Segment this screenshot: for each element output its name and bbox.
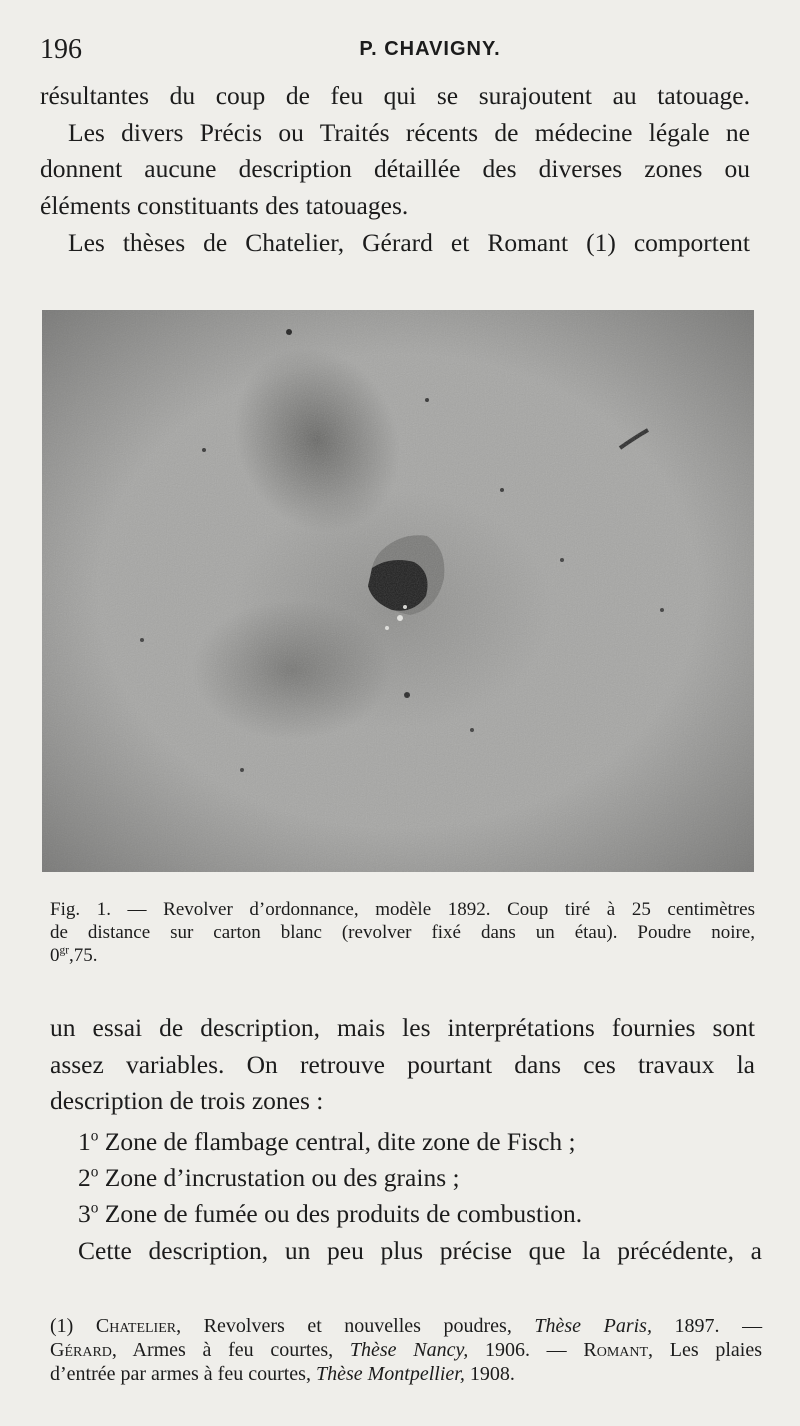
footnote-line <box>50 1362 762 1386</box>
list-item: 1$^o$ Zone de flambage central, dite zone de Fisch ; <box>78 1127 576 1156</box>
paragraph-4 <box>50 1233 762 1270</box>
paragraph-line: Cette description, un peu plus précise que la précédente, a <box>78 1236 762 1265</box>
paragraph-line: Les divers Précis ou Traités récents de médecine légale ne <box>68 117 750 147</box>
paragraph-1 <box>40 78 750 224</box>
page-number: 196 <box>40 34 82 65</box>
footnote-text: Armes à feu courtes, <box>132 1339 334 1361</box>
paragraph-line: un essai de description, mais les interprétations fournies sont <box>50 1013 755 1042</box>
running-head: P. CHAVIGNY. <box>359 38 501 60</box>
footnote <box>50 1314 762 1386</box>
paragraph-line: résultantes du coup de feu qui se surajoutent au tatouage. <box>40 81 750 110</box>
footnote-thesis: Thèse Paris, <box>534 1315 652 1337</box>
list-item: 2$^o$ Zone d’incrustation ou des grains ; <box>78 1163 460 1192</box>
page-header <box>40 34 760 68</box>
footnote-author: Romant, <box>583 1339 654 1361</box>
paragraph-3 <box>50 1010 755 1120</box>
footnote-line <box>50 1314 762 1338</box>
footnote-text: Les plaies <box>669 1339 763 1361</box>
powder-tattoo-photo <box>42 310 754 872</box>
paragraph-line: Les thèses de Chatelier, Gérard et Romant (1) comportent <box>68 228 750 257</box>
footnote-thesis: Thèse Montpellier, <box>315 1363 465 1385</box>
footnote-author: Chatelier, <box>95 1315 182 1337</box>
footnote-text: Revolvers et nouvelles poudres, <box>203 1315 512 1337</box>
caption-line: $0^{gr},75$. <box>50 944 98 966</box>
paragraph-line: assez variables. On retrouve pourtant dans ces travaux la <box>50 1049 755 1079</box>
footnote-line <box>50 1338 762 1362</box>
figure-photograph <box>42 310 754 872</box>
paragraph-line: description de trois zones : <box>50 1086 324 1115</box>
list-item: 3$^o$ Zone de fumée ou des produits de combustion. <box>78 1199 583 1228</box>
caption-line: Fig. 1. — Revolver d’ordonnance, modèle 1892. Coup tiré à 25 centimètres <box>50 899 755 920</box>
paragraph-line: éléments constituants des tatouages. <box>40 190 409 220</box>
paragraph-line: donnent aucune description détaillée des diverses zones ou <box>40 154 750 183</box>
footnote-text: 1906. — <box>484 1339 567 1361</box>
caption-line: de distance sur carton blanc (revolver fixé dans un étau). Poudre noire, <box>50 922 755 943</box>
figure-caption <box>50 898 755 967</box>
footnote-author: Gérard, <box>50 1339 117 1361</box>
footnote-text: d’entrée par armes à feu courtes, <box>50 1363 311 1385</box>
footnote-text: 1908. <box>469 1363 515 1385</box>
footnote-text: 1897. — <box>674 1315 763 1337</box>
paragraph-2 <box>40 225 750 262</box>
footnote-thesis: Thèse Nancy, <box>349 1339 469 1361</box>
footnote-marker: (1) <box>50 1315 74 1337</box>
